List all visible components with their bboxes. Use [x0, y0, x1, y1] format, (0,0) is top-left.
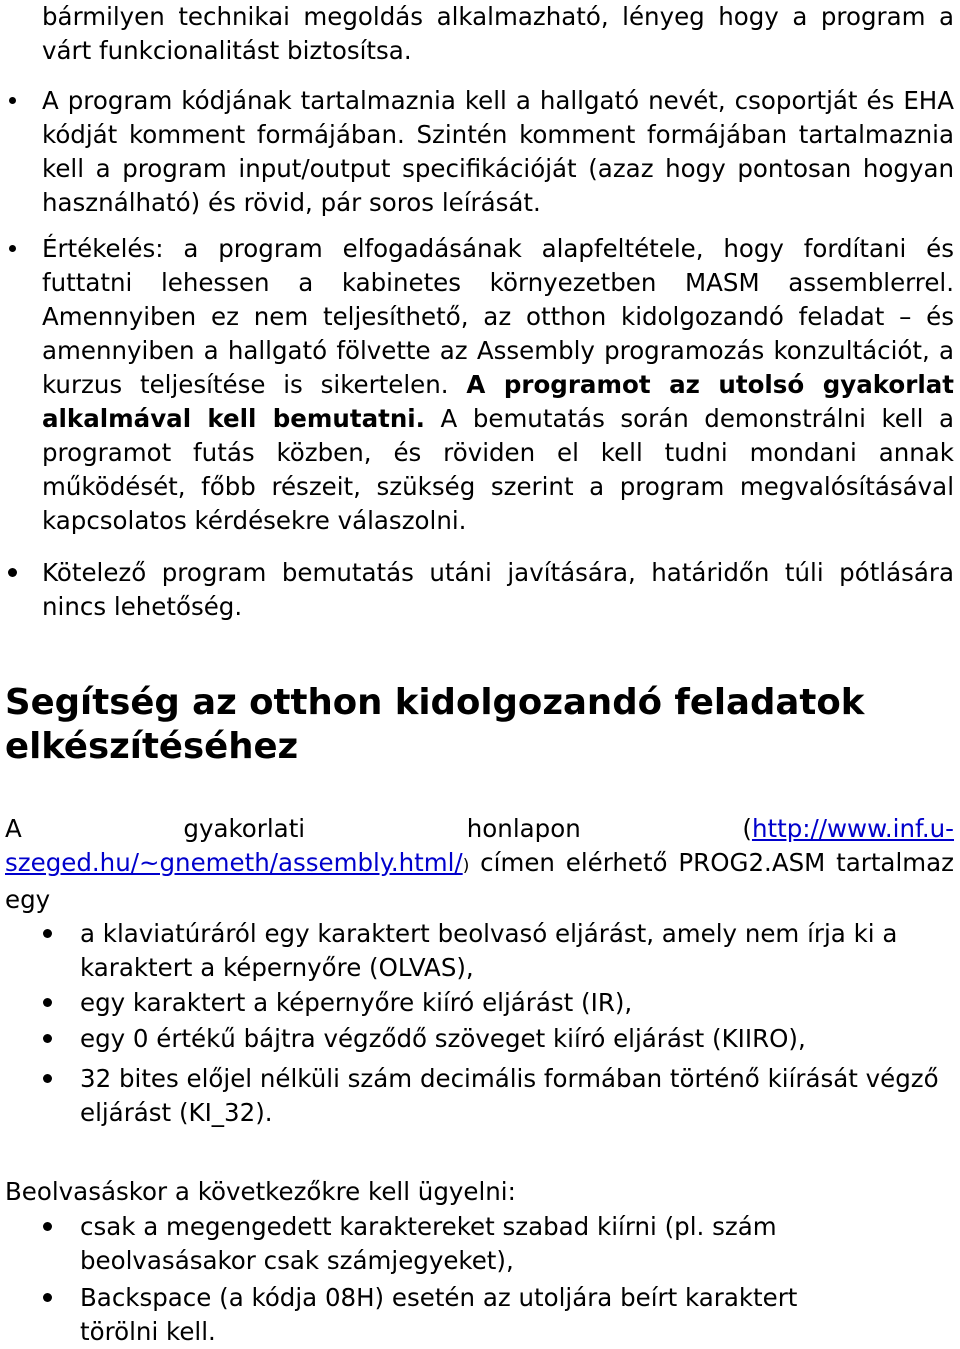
closing-paren: )	[462, 856, 470, 876]
list-item-author-info: A program kódjának tartalmaznia kell a hallgató nevét, csoportját és EHA kódját komment formájában. Szintén komment formájában tartalmaznia kell a program input/output specifikációját (azaz hogy pontosan hogyan használható) és rövid, pár soros leírását.	[42, 86, 954, 217]
read-rules-intro: Beolvasáskor a következőkre kell ügyelni:	[5, 1177, 516, 1206]
intro-text-end: címen elérhető PROG2.ASM tartalmaz egy	[5, 848, 954, 914]
proc-item-ki32: 32 bites előjel nélküli szám decimális formában történő kiírását végző eljárást (KI_32).	[80, 1064, 939, 1127]
bullet-icon	[8, 568, 17, 577]
list-item-no-correction: Kötelező program bemutatás utáni javítására, határidőn túli pótlására nincs lehetőség.	[42, 558, 954, 621]
bullet-icon	[9, 97, 16, 104]
proc-item-ir: egy karaktert a képernyőre kiíró eljárást (IR),	[80, 988, 633, 1017]
section-heading: Segítség az otthon kidolgozandó feladatok elkészítéséhez	[5, 682, 865, 767]
link-part-2: szeged.hu/~gnemeth/assembly.html/	[5, 848, 463, 877]
proc-item-kiiro: egy 0 értékű bájtra végződő szöveget kiíró eljárást (KIIRO),	[80, 1024, 806, 1053]
intro-text: A gyakorlati honlapon (	[5, 814, 752, 843]
evaluation-bold-text: A programot az utolsó gyakorlat alkalmával kell bemutatni.	[42, 370, 954, 433]
evaluation-text: Értékelés: a program elfogadásának alapfeltétele, hogy fordítani és futtatni lehessen a kabinetes környezetben MASM assemblerrel. Amennyiben ez nem teljesíthető, az otthon kidolgozandó feladat – és amennyiben a hallgató fölvette az Assembly programozás konzultációt, a kurzus teljesítése is sikertelen.	[42, 234, 954, 399]
link-part-1: http://www.inf.u-	[751, 814, 954, 843]
proc-item-olvas: a klaviatúráról egy karaktert beolvasó eljárást, amely nem írja ki a karaktert a képernyőre (OLVAS),	[80, 919, 898, 982]
bullet-icon	[43, 1034, 52, 1043]
bullet-icon	[9, 245, 16, 252]
list-item-continuation: bármilyen technikai megoldás alkalmazható, lényeg hogy a program a várt funkcionalitást biztosítsa.	[42, 2, 954, 65]
bullet-icon	[43, 1293, 52, 1302]
bullet-icon	[43, 1222, 52, 1231]
intro-paragraph	[5, 812, 954, 917]
list-item-evaluation	[42, 232, 954, 538]
bullet-icon	[43, 1074, 52, 1083]
read-rule-allowed-chars: csak a megengedett karaktereket szabad kiírni (pl. szám beolvasásakor csak számjegyeket),	[80, 1212, 777, 1275]
bullet-icon	[43, 929, 52, 938]
bullet-icon	[43, 998, 52, 1007]
evaluation-demo-text: A bemutatás során demonstrálni kell a programot futás közben, és röviden el kell tudni mondani annak működését, főbb részeit, szükség szerint a program megvalósításával kapcsolatos kérdésekre válaszolni.	[42, 404, 954, 535]
read-rule-backspace: Backspace (a kódja 08H) esetén az utoljára beírt karaktert törölni kell.	[80, 1283, 798, 1346]
